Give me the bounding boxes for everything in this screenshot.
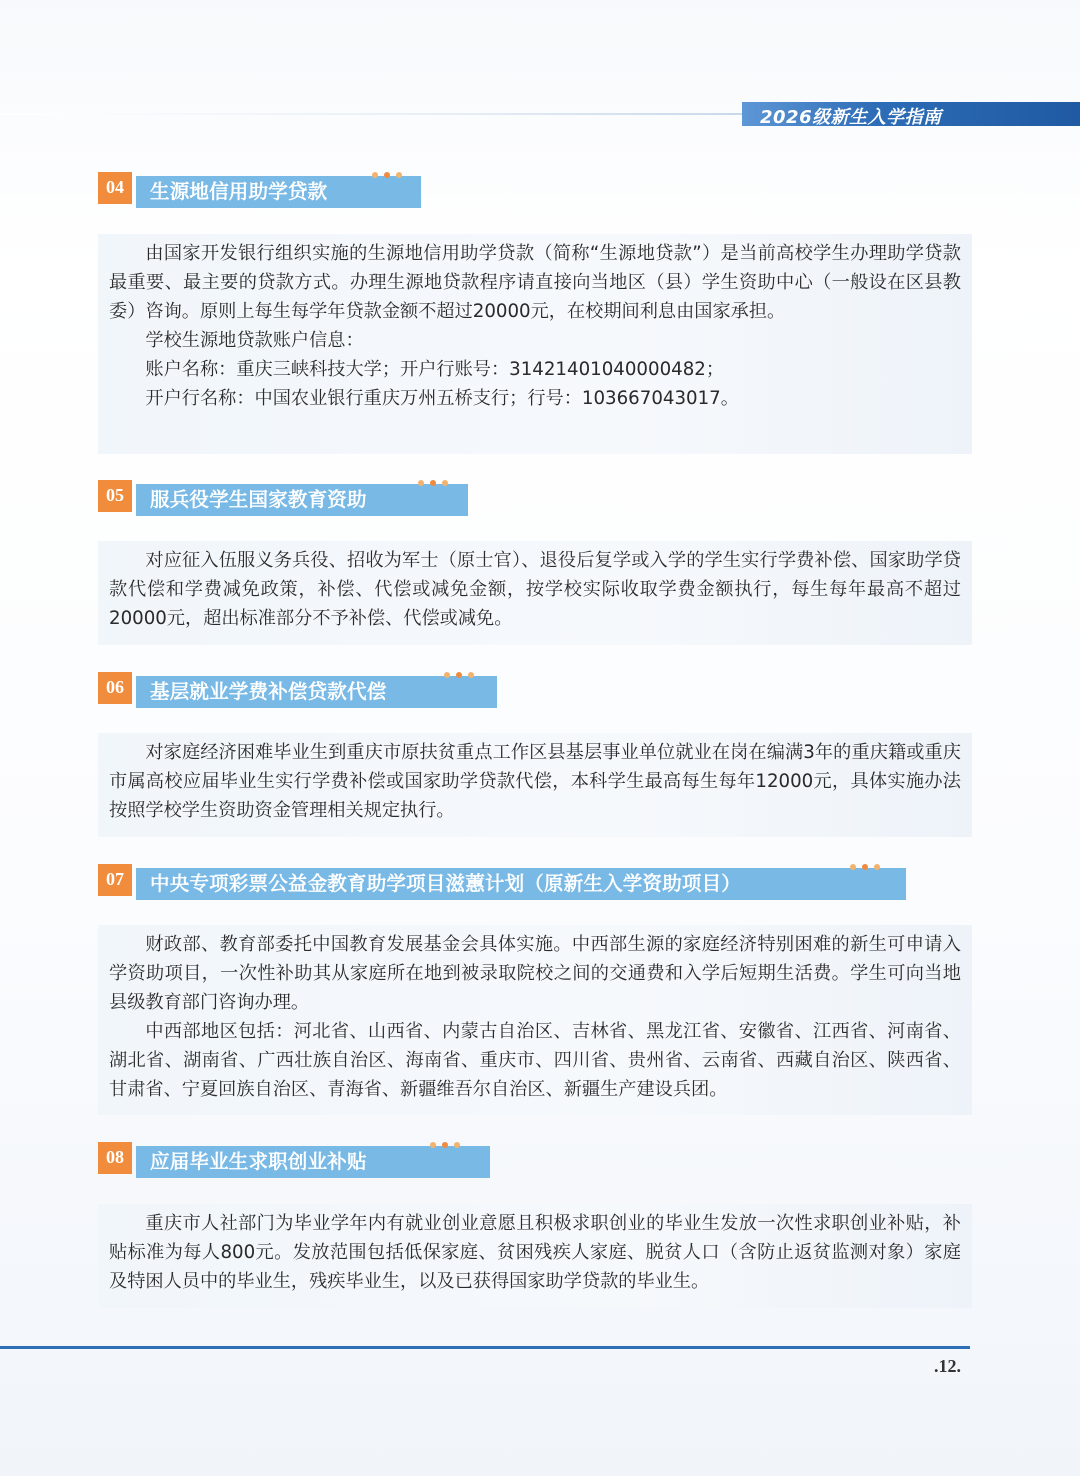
banner-title: 2026级新生入学指南 — [760, 107, 942, 128]
section-title: 服兵役学生国家教育资助 — [150, 488, 367, 511]
section-body-04 — [98, 234, 972, 454]
section-header-04 — [98, 172, 421, 208]
section-title: 基层就业学费补偿贷款代偿 — [150, 680, 387, 703]
paragraph: 中西部地区包括：河北省、山西省、内蒙古自治区、吉林省、黑龙江省、安徽省、江西省、河南省、湖北省、湖南省、广西壮族自治区、海南省、重庆市、四川省、贵州省、云南省、西藏自治区、陕西省、甘肃省、宁夏回族自治区、青海省、新疆维吾尔自治区、新疆生产建设兵团。 — [109, 1021, 961, 1100]
paragraph: 学校生源地贷款账户信息： — [145, 330, 364, 351]
decorative-dots — [430, 1142, 464, 1150]
section-body-08 — [98, 1204, 972, 1308]
section-body-06 — [98, 733, 972, 837]
section-body-07 — [98, 925, 972, 1115]
section-header-05 — [98, 480, 468, 516]
section-header-06 — [98, 672, 498, 708]
section-title: 中央专项彩票公益金教育助学项目滋蕙计划（原新生入学资助项目） — [150, 872, 742, 895]
section-header-08 — [98, 1142, 491, 1178]
paragraph: 重庆市人社部门为毕业学年内有就业创业意愿且积极求职创业的毕业生发放一次性求职创业补贴，补贴标准为每人800元。发放范围包括低保家庭、贫困残疾人家庭、脱贫人口（含防止返贫监测对象）家庭及特困人员中的毕业生，残疾毕业生，以及已获得国家助学贷款的毕业生。 — [109, 1213, 961, 1292]
section-title: 应届毕业生求职创业补贴 — [150, 1150, 367, 1173]
section-number: 07 — [98, 864, 132, 896]
footer-divider — [0, 1346, 970, 1349]
decorative-dots — [444, 672, 478, 680]
section-title: 生源地信用助学贷款 — [150, 180, 328, 203]
decorative-dots — [418, 480, 452, 488]
section-header-07 — [98, 864, 908, 900]
section-body-05 — [98, 541, 972, 645]
section-number: 05 — [98, 480, 132, 512]
paragraph: 对家庭经济困难毕业生到重庆市原扶贫重点工作区县基层事业单位就业在岗在编满3年的重庆籍或重庆市属高校应届毕业生实行学费补偿或国家助学贷款代偿，本科学生最高每生每年12000元，具体实施办法按照学校学生资助资金管理相关规定执行。 — [109, 742, 961, 821]
page-number: .12. — [934, 1356, 961, 1376]
section-number: 06 — [98, 672, 132, 704]
header-divider — [0, 113, 745, 115]
section-number: 08 — [98, 1142, 132, 1174]
paragraph: 对应征入伍服义务兵役、招收为军士（原士官）、退役后复学或入学的学生实行学费补偿、国家助学贷款代偿和学费减免政策，补偿、代偿或减免金额，按学校实际收取学费金额执行，每生每年最高不超过20000元，超出标准部分不予补偿、代偿或减免。 — [109, 550, 961, 629]
decorative-dots — [850, 864, 884, 872]
paragraph: 账户名称：重庆三峡科技大学；开户行账号：31421401040000482； — [145, 359, 725, 380]
decorative-dots — [372, 172, 406, 180]
paragraph: 开户行名称：中国农业银行重庆万州五桥支行；行号：103667043017。 — [145, 388, 739, 409]
guide-banner — [742, 102, 1080, 126]
paragraph: 财政部、教育部委托中国教育发展基金会具体实施。中西部生源的家庭经济特别困难的新生可申请入学资助项目，一次性补助其从家庭所在地到被录取院校之间的交通费和入学后短期生活费。学生可向当地县级教育部门咨询办理。 — [109, 934, 961, 1013]
section-number: 04 — [98, 172, 132, 204]
paragraph: 由国家开发银行组织实施的生源地信用助学贷款（简称“生源地贷款”）是当前高校学生办理助学贷款最重要、最主要的贷款方式。办理生源地贷款程序请直接向当地区（县）学生资助中心（一般设在区县教委）咨询。原则上每生每学年贷款金额不超过20000元，在校期间利息由国家承担。 — [109, 243, 961, 322]
